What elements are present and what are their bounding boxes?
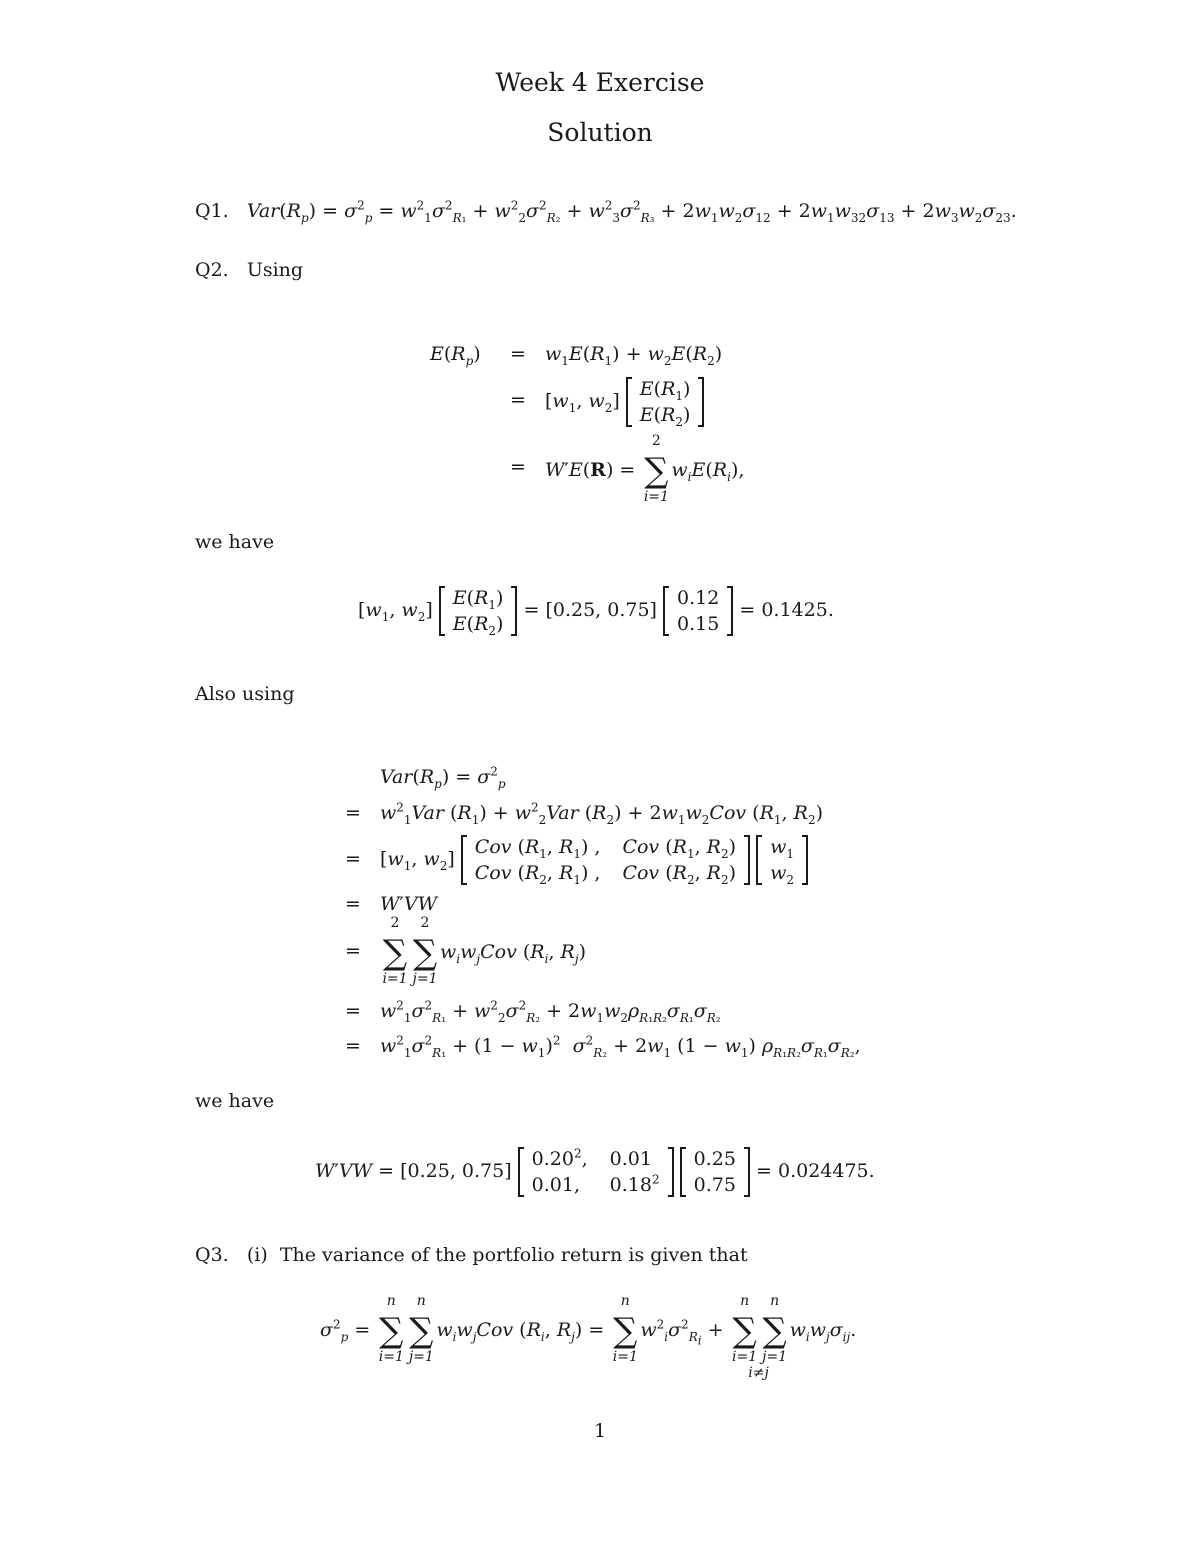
q1-label: Q1. <box>195 200 229 222</box>
q3-variance-equation: $\sigma^2_p$ = n ∑ i=1 n ∑ j=1 $w_iw_jCov$ ($R_i$, $R_j$) = n ∑ i=1 $w^2_i\sigma^2_{R_i}$ + n ∑ i=1 i≠j n ∑ j=1 $w_iw_j\sigma_{ij}$. <box>320 1293 857 1381</box>
q3-intro <box>195 1241 748 1269</box>
q3-part: (i) <box>246 1244 268 1266</box>
q2-label: Q2. <box>195 259 229 281</box>
q2-using: Using <box>246 259 304 281</box>
page-number: 1 <box>593 1420 607 1442</box>
q2-we-have-2: we have <box>195 1090 275 1112</box>
q2-expected-return-result: [$w_1$, $w_2$] $E(R_1)$ $E(R_2) = [0.25$, 0.75] 0.12 0.15 = 0.1425. <box>358 587 834 638</box>
q3-text: The variance of the portfolio return is given that <box>279 1244 748 1266</box>
page-subtitle: Solution <box>547 118 653 147</box>
q2-also-using: Also using <box>195 683 295 705</box>
q1-equation: Q1. $Var(R_p) = \sigma^2_p = w^2_1\sigma^2_{R_1} + w^2_2\sigma^2_{R_2} + w^2_3\sigma^2_{R_3} + 2w_1w_2\sigma_{12} + 2w_1w_{32}\sigma_{13} + 2w_3w_2\sigma_{23}$. <box>195 198 1017 225</box>
q2-result-2: = 0.024475. <box>756 1160 875 1182</box>
page-title: Week 4 Exercise <box>495 68 705 97</box>
q2-result-1: = 0.1425. <box>739 599 834 621</box>
q3-label: Q3. <box>195 1244 229 1266</box>
q2-variance-result: W′VW = [0.25, 0.75] 0.20$^2$, 0.01 0.01, 0.18$^2$ 0.25 0.75 = 0.024475. <box>315 1146 875 1196</box>
q2-we-have-1: we have <box>195 531 275 553</box>
q2-intro <box>195 256 303 284</box>
